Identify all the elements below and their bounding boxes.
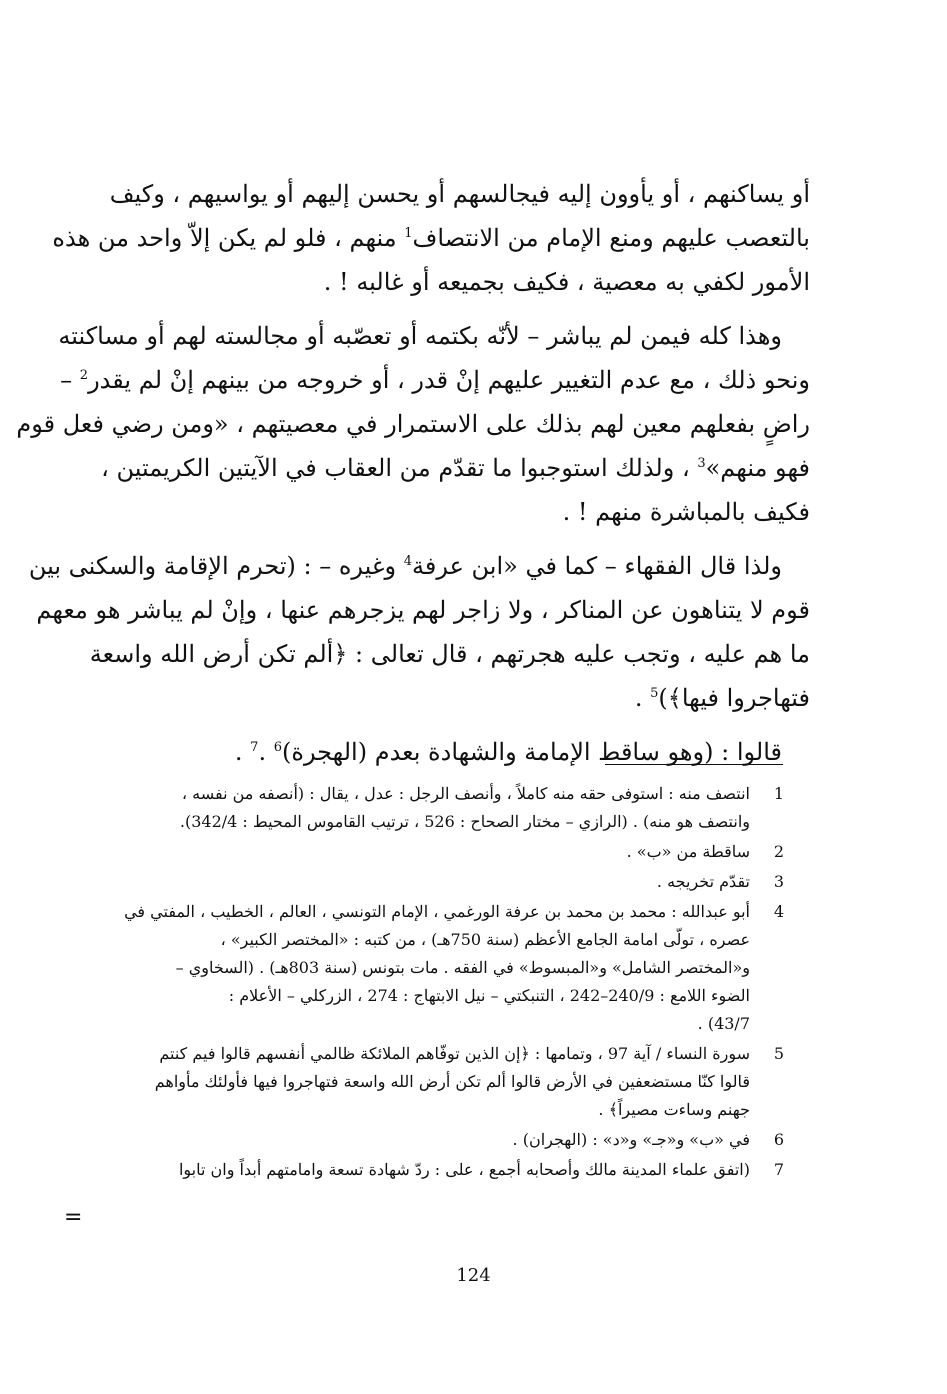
footnote-line: تقدّم تخريجه .	[656, 872, 750, 891]
paragraph-3	[28, 544, 810, 720]
footnote-number: 4	[773, 902, 784, 921]
footnote-6	[112, 1126, 784, 1154]
footnote-number: 7	[773, 1160, 784, 1179]
text-line: فهو منهم»$^3$ ، ولذلك استوجبوا ما تقدّم من العقاب في الآيتين الكريمتين ،	[101, 454, 810, 482]
text-line: ولذا قال الفقهاء – كما في «ابن عرفة$^4$ وغيره – : (تحرم الإقامة والسكنى بين	[28, 552, 782, 580]
footnote-number: 2	[773, 842, 784, 861]
footnote-line: (اتفق علماء المدينة مالك وأصحابه أجمع ، على : ردّ شهادة تسعة وامامتهم أبداً وان تابوا	[178, 1160, 750, 1179]
footnote-text	[112, 1040, 750, 1124]
footnote-line: جهنم وساءت مصيراً﴾ .	[598, 1100, 750, 1119]
text-line: قوم لا يتناهون عن المناكر ، ولا زاجر لهم يزجرهم عنها ، وإنْ لم يباشر هو معهم	[36, 596, 810, 624]
footnote-ref-6[interactable]: 6	[273, 740, 282, 755]
paragraph-2	[16, 314, 810, 534]
text-line: الأمور لكفي به معصية ، فكيف بجميعه أو غالبه ! .	[323, 268, 810, 296]
text-line: فتهاجروا فيها﴾)$^5$ .	[634, 684, 810, 712]
footnote-text	[112, 868, 750, 896]
footnote-ref-5[interactable]: 5	[650, 686, 659, 701]
footnote-text	[112, 1126, 750, 1154]
text-line: وهذا كله فيمن لم يباشر – لأنّه بكتمه أو تعصّبه أو مجالسته لهم أو مساكنته	[58, 322, 782, 350]
footnote-line: عصره ، تولّى امامة الجامع الأعظم (سنة 750هـ) ، من كتبه : «المختصر الكبير» ،	[220, 930, 750, 949]
paragraph-1	[52, 172, 810, 304]
footnote-text	[112, 780, 750, 836]
footnote-line: 43/7) .	[697, 1014, 750, 1033]
footnote-number: 6	[773, 1130, 784, 1149]
text-line: راضٍ بفعلهم معين لهم بذلك على الاستمرار في معصيتهم ، «ومن رضي فعل قوم	[16, 410, 810, 438]
text-line: قالوا : (وهو ساقط الإمامة والشهادة بعدم (الهجرة)$^6$ .$^7$ .	[234, 738, 782, 766]
footnote-number: 5	[773, 1044, 784, 1063]
page-number: 124	[456, 1265, 491, 1286]
main-text	[16, 172, 810, 784]
footnote-line: قالوا كنّا مستضعفين في الأرض قالوا ألم تكن أرض الله واسعة فتهاجروا فيها فأولئك مأواهم	[154, 1072, 750, 1091]
footnote-4	[112, 898, 784, 1038]
footnote-line: و«المختصر الشامل» و«المبسوط» في الفقه . مات بتونس (سنة 803هـ) . (السخاوي –	[175, 958, 750, 977]
footnote-ref-7[interactable]: 7	[250, 740, 259, 755]
footnote-line: في «ب» و«جـ» و«د» : (الهجران) .	[512, 1130, 750, 1149]
text-line: أو يساكنهم ، أو يأوون إليه فيجالسهم أو يحسن إليهم أو يواسيهم ، وكيف	[109, 180, 810, 208]
footnote-line: ساقطة من «ب» .	[626, 842, 750, 861]
footnote-line: أبو عبدالله : محمد بن محمد بن عرفة الورغمي ، الإمام التونسي ، العالم ، الخطيب ، المفتي في	[124, 902, 750, 921]
footnote-number: 3	[773, 872, 784, 891]
footnote-line: سورة النساء / آية 97 ، وتمامها : ﴿إن الذين توفّاهم الملائكة ظالمي أنفسهم قالوا فيم كنتم	[159, 1044, 750, 1063]
footnote-ref-2[interactable]: 2	[79, 368, 89, 383]
footnote-ref-3[interactable]: 3	[697, 456, 706, 471]
paragraph-4	[110, 730, 810, 774]
text-line: ما هم عليه ، وتجب عليه هجرتهم ، قال تعالى : ﴿ألم تكن أرض الله واسعة	[89, 640, 810, 668]
footnote-5	[112, 1040, 784, 1124]
footnote-7	[112, 1156, 784, 1184]
footnote-line: انتصف منه : استوفى حقه منه كاملاً ، وأنصف الرجل : عدل ، يقال : (أنصفه من نفسه ،	[181, 784, 750, 803]
continuation-mark: =	[64, 1205, 83, 1230]
footnote-line: الضوء اللامع : 240/9–242 ، التنبكتي – نيل الابتهاج : 274 ، الزركلي – الأعلام :	[228, 986, 750, 1005]
footnote-text	[112, 838, 750, 866]
footnote-text	[112, 898, 750, 1038]
footnote-2	[112, 838, 784, 866]
footnote-line: وانتصف هو منه) . (الرازي – مختار الصحاح : 526 ، ترتيب القاموس المحيط : 342/4).	[179, 812, 750, 831]
footnote-3	[112, 868, 784, 896]
text-line: فكيف بالمباشرة منهم ! .	[562, 498, 810, 526]
text-line: بالتعصب عليهم ومنع الإمام من الانتصاف$^1$ منهم ، فلو لم يكن إلاّ واحد من هذه	[52, 224, 810, 252]
footnotes	[112, 780, 784, 1186]
footnote-separator	[605, 764, 783, 765]
footnote-ref-4[interactable]: 4	[403, 554, 412, 569]
footnote-ref-1[interactable]: 1	[404, 226, 413, 241]
text-line: ونحو ذلك ، مع عدم التغيير عليهم إنْ قدر ، أو خروجه من بينهم إنْ لم يقدر$^2$ –	[60, 366, 810, 394]
footnote-1	[112, 780, 784, 836]
footnote-number: 1	[773, 784, 784, 803]
footnote-text	[112, 1156, 750, 1184]
